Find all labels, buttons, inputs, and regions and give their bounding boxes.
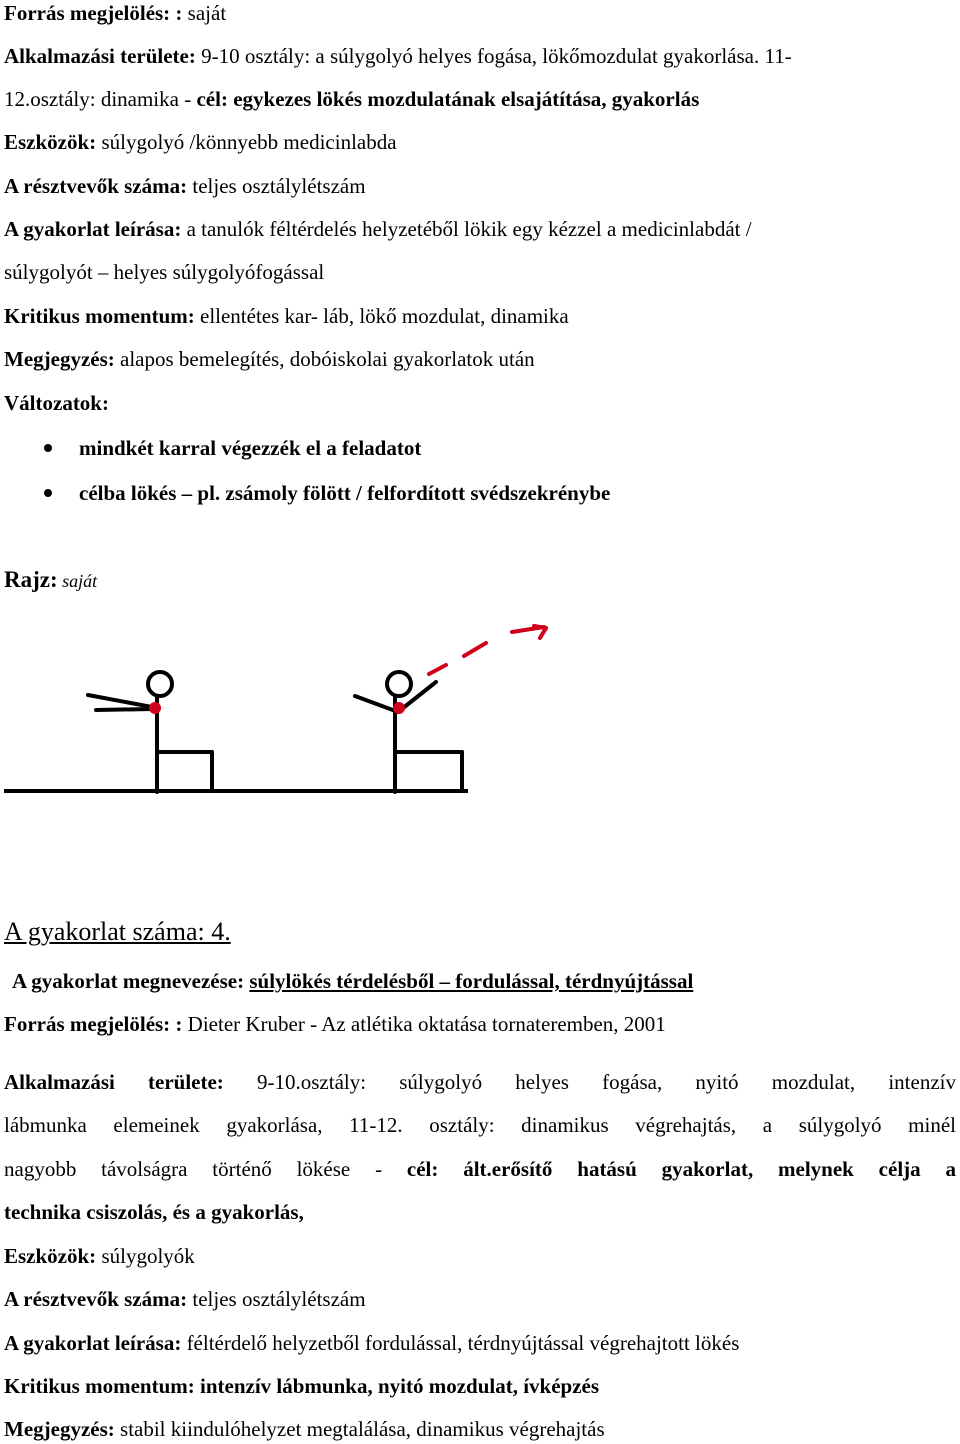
ex1-application-text1: 9-10 osztály: a súlygolyó helyes fogása, lökőmozdulat gyakorlása. 11- xyxy=(195,44,792,68)
figure-arm xyxy=(355,696,398,712)
ex2-note-line xyxy=(4,1416,956,1442)
ex2-critical-value: intenzív lábmunka, nyitó mozdulat, ívképzés xyxy=(194,1374,600,1398)
trajectory-dash xyxy=(464,643,486,656)
ex2-application-line2: lábmunka elemeinek gyakorlása, 11-12. osztály: dinamikus végrehajtás, a súlygolyó minél xyxy=(4,1113,956,1137)
figure-arm xyxy=(96,709,152,710)
ex2-name-value: súlylökés térdelésből – fordulással, térdnyújtással xyxy=(249,969,694,993)
figure-arm xyxy=(88,695,152,707)
ex2-name-line xyxy=(12,968,956,994)
ex1-application-line2 xyxy=(4,86,956,112)
throw-trajectory xyxy=(429,626,546,674)
ball-icon xyxy=(149,702,161,714)
ex1-note-value: alapos bemelegítés, dobóiskolai gyakorlatok után xyxy=(114,347,535,371)
shot-put-drawing xyxy=(0,610,560,810)
stick-figure-right xyxy=(355,672,462,792)
trajectory-dash xyxy=(429,665,446,674)
ex1-note-label: Megjegyzés: xyxy=(4,347,115,371)
ex2-tools-line xyxy=(4,1243,956,1269)
ex2-application-line1 xyxy=(4,1069,956,1095)
ex1-drawing-label: Rajz: xyxy=(4,567,58,592)
ball-icon xyxy=(393,702,405,714)
ex2-number-title xyxy=(4,916,231,948)
ex1-description-label: A gyakorlat leírása: xyxy=(4,217,182,241)
bullet-icon xyxy=(44,444,52,452)
ex1-application-label: Alkalmazási területe: xyxy=(4,44,196,68)
ex1-critical-value: ellentétes kar- láb, lökő mozdulat, dinamika xyxy=(194,304,569,328)
ex2-application-line3 xyxy=(4,1156,956,1182)
ex1-participants-label: A résztvevők száma: xyxy=(4,174,188,198)
ex2-application-goal: cél: ált.erősítő hatású gyakorlat, melynek célja a xyxy=(406,1157,956,1181)
ex2-tools-label: Eszközök: xyxy=(4,1244,97,1268)
figure-head xyxy=(148,672,172,696)
ex2-source-value: Dieter Kruber - Az atlétika oktatása tornateremben, 2001 xyxy=(182,1012,666,1036)
ex1-variant-item: célba lökés – pl. zsámoly fölött / felfordított svédszekrénybe xyxy=(79,481,611,505)
ex2-description-line xyxy=(4,1330,956,1356)
ex2-participants-label: A résztvevők száma: xyxy=(4,1287,188,1311)
ex1-participants-line xyxy=(4,173,956,199)
ex1-tools-line xyxy=(4,129,956,155)
ex1-drawing-value: saját xyxy=(57,571,98,591)
ex2-application-text3: nagyobb távolságra történő lökése - xyxy=(4,1157,407,1181)
ex1-description-line1 xyxy=(4,216,956,242)
stick-figure-left xyxy=(88,672,212,792)
ex1-application-text2: 12.osztály: dinamika - xyxy=(4,87,197,111)
ex2-application-label: Alkalmazási területe: xyxy=(4,1070,224,1094)
ex1-variants-label: Változatok: xyxy=(4,391,109,415)
ex2-critical-line xyxy=(4,1373,956,1399)
ex2-note-label: Megjegyzés: xyxy=(4,1417,115,1441)
ex2-application-text1: 9-10.osztály: súlygolyó helyes fogása, nyitó mozdulat, intenzív xyxy=(223,1070,956,1094)
figure-head xyxy=(387,672,411,696)
ex1-participants-value: teljes osztálylétszám xyxy=(187,174,366,198)
ex2-application-line4 xyxy=(4,1199,956,1225)
ex1-tools-value: súlygolyó /könnyebb medicinlabda xyxy=(96,130,397,154)
ex2-name-label: A gyakorlat megnevezése: xyxy=(12,969,245,993)
ex2-critical-label: Kritikus momentum: xyxy=(4,1374,195,1398)
ex1-note-line xyxy=(4,346,956,372)
ex1-tools-label: Eszközök: xyxy=(4,130,97,154)
ex2-participants-line xyxy=(4,1286,956,1312)
ex1-source-line xyxy=(4,0,956,26)
ex2-source-label: Forrás megjelölés: : xyxy=(4,1012,183,1036)
ex1-variants-heading xyxy=(4,390,956,416)
ex2-number: A gyakorlat száma: 4. xyxy=(4,917,231,946)
ex1-description-text1: a tanulók féltérdelés helyzetéből lökik egy kézzel a medicinlabdát / xyxy=(181,217,752,241)
ex2-source-line xyxy=(4,1011,956,1037)
ex1-application-goal: cél: egykezes lökés mozdulatának elsajátítása, gyakorlás xyxy=(196,87,700,111)
ex1-description-line2: súlygolyót – helyes súlygolyófogással xyxy=(4,260,325,284)
ex1-critical-label: Kritikus momentum: xyxy=(4,304,195,328)
ex2-note-value: stabil kiindulóhelyzet megtalálása, dinamikus végrehajtás xyxy=(114,1417,605,1441)
ex2-description-label: A gyakorlat leírása: xyxy=(4,1331,182,1355)
ex1-variant-item: mindkét karral végezzék el a feladatot xyxy=(79,436,422,460)
ex1-application-line1 xyxy=(4,43,956,69)
ex1-drawing-caption xyxy=(4,567,956,594)
ex1-source-label: Forrás megjelölés: : xyxy=(4,1,183,25)
ex2-tools-value: súlygolyók xyxy=(96,1244,195,1268)
ex1-critical-line xyxy=(4,303,956,329)
ex2-description-value: féltérdelő helyzetből fordulással, térdnyújtással végrehajtott lökés xyxy=(181,1331,740,1355)
ex2-application-goal-cont: technika csiszolás, és a gyakorlás, xyxy=(4,1200,304,1224)
ex1-source-value: saját xyxy=(182,1,227,25)
bullet-icon xyxy=(44,489,52,497)
ex2-participants-value: teljes osztálylétszám xyxy=(187,1287,366,1311)
